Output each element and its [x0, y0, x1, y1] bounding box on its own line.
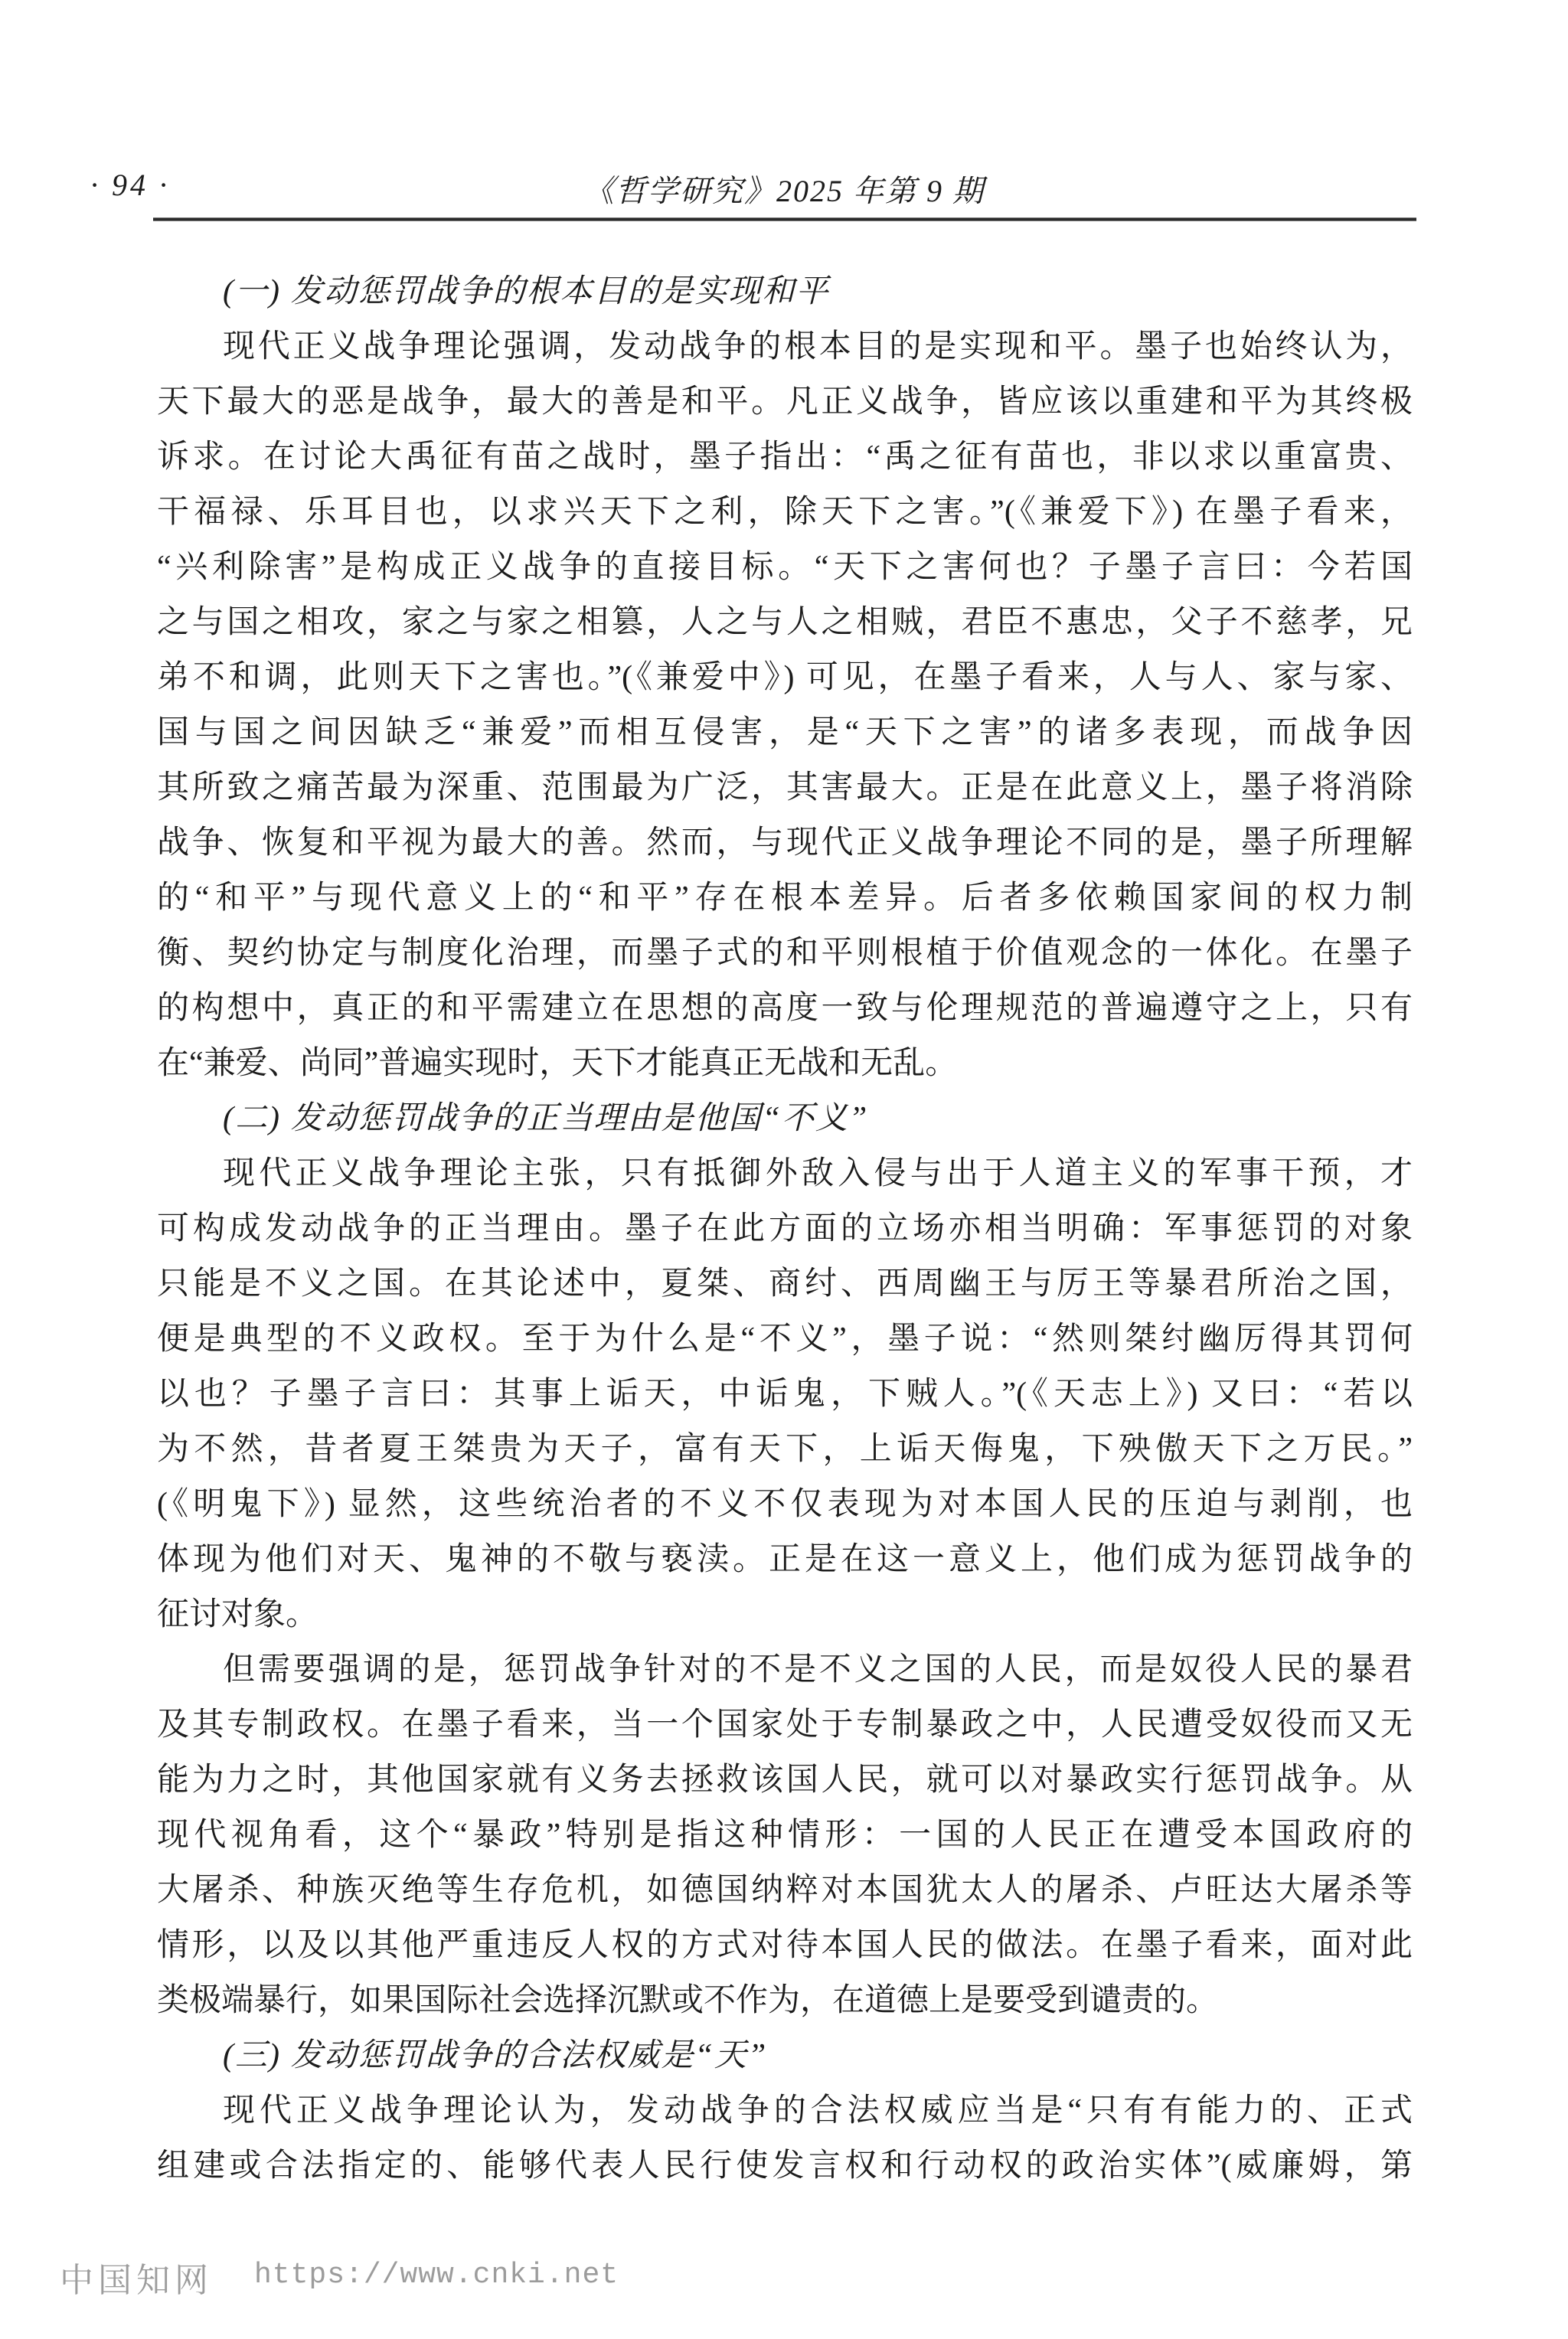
text-line: 其所致之痛苦最为深重、范围最为广泛，其害最大。正是在此意义上，墨子将消除 — [157, 770, 1413, 805]
cnki-brand: 中国知网 — [60, 2262, 213, 2299]
text-line: (《明鬼下》) 显然，这些统治者的不义不仅表现为对本国人民的压迫与剥削，也 — [157, 1487, 1413, 1522]
text-line: 便是典型的不义政权。至于为什么是“不义”，墨子说：“然则桀纣幽厉得其罚何 — [157, 1321, 1413, 1357]
text-line: 体现为他们对天、鬼神的不敬与亵渎。正是在这一意义上，他们成为惩罚战争的 — [157, 1542, 1413, 1577]
text-line: 及其专制政权。在墨子看来，当一个国家处于专制暴政之中，人民遭受奴役而又无 — [157, 1707, 1413, 1743]
text-line: 的构想中，真正的和平需建立在思想的高度一致与伦理规范的普遍遵守之上，只有 — [157, 991, 1413, 1026]
page-body — [157, 264, 1413, 2194]
journal-header: 《哲学研究》2025 年第 9 期 — [583, 174, 985, 208]
text-line: 在“兼爱、尚同”普遍实现时，天下才能真正无战和无乱。 — [157, 1046, 958, 1081]
text-line: 以也？子墨子言曰：其事上诟天，中诟鬼，下贼人。”(《天志上》) 又曰：“若以 — [157, 1377, 1413, 1412]
text-line: 现代视角看，这个“暴政”特别是指这种情形：一国的人民正在遭受本国政府的 — [157, 1818, 1413, 1853]
text-line: “兴利除害”是构成正义战争的直接目标。“天下之害何也？子墨子言曰：今若国 — [157, 550, 1413, 585]
section-heading: (三) 发动惩罚战争的合法权威是“天” — [223, 2038, 768, 2073]
text-line: 为不然，昔者夏王桀贵为天子，富有天下，上诟天侮鬼，下殃傲天下之万民。” — [157, 1432, 1413, 1467]
text-line: 可构成发动战争的正当理由。墨子在此方面的立场亦相当明确：军事惩罚的对象 — [157, 1211, 1413, 1246]
header-rule — [153, 217, 1416, 221]
text-line: 征讨对象。 — [157, 1597, 318, 1632]
text-line: 但需要强调的是，惩罚战争针对的不是不义之国的人民，而是奴役人民的暴君 — [223, 1652, 1413, 1687]
text-line: 的“和平”与现代意义上的“和平”存在根本差异。后者多依赖国家间的权力制 — [157, 880, 1413, 916]
text-line: 诉求。在讨论大禹征有苗之战时，墨子指出：“禹之征有苗也，非以求以重富贵、 — [157, 439, 1413, 475]
text-line: 干福禄、乐耳目也，以求兴天下之利，除天下之害。”(《兼爱下》) 在墨子看来， — [157, 495, 1413, 530]
text-line: 大屠杀、种族灭绝等生存危机，如德国纳粹对本国犹太人的屠杀、卢旺达大屠杀等 — [157, 1873, 1413, 1908]
text-line: 类极端暴行，如果国际社会选择沉默或不作为，在道德上是要受到谴责的。 — [157, 1983, 1219, 2018]
text-line: 能为力之时，其他国家就有义务去拯救该国人民，就可以对暴政实行惩罚战争。从 — [157, 1762, 1413, 1798]
text-line: 弟不和调，此则天下之害也。”(《兼爱中》) 可见，在墨子看来，人与人、家与家、 — [157, 660, 1413, 695]
cnki-url: https://www.cnki.net — [254, 2259, 619, 2292]
text-line: 情形，以及以其他严重违反人权的方式对待本国人民的做法。在墨子看来，面对此 — [157, 1928, 1413, 1963]
section-heading: (二) 发动惩罚战争的正当理由是他国“不义” — [223, 1101, 869, 1136]
text-line: 现代正义战争理论强调，发动战争的根本目的是实现和平。墨子也始终认为， — [223, 329, 1413, 364]
text-line: 之与国之相攻，家之与家之相篡，人之与人之相贼，君臣不惠忠，父子不慈孝，兄 — [157, 605, 1413, 640]
text-line: 衡、契约协定与制度化治理，而墨子式的和平则根植于价值观念的一体化。在墨子 — [157, 936, 1413, 971]
text-line: 只能是不义之国。在其论述中，夏桀、商纣、西周幽王与厉王等暴君所治之国， — [157, 1266, 1413, 1302]
text-line: 组建或合法指定的、能够代表人民行使发言权和行动权的政治实体”(威廉姆，第 — [157, 2148, 1413, 2184]
section-heading: (一) 发动惩罚战争的根本目的是实现和平 — [223, 274, 830, 309]
text-line: 战争、恢复和平视为最大的善。然而，与现代正义战争理论不同的是，墨子所理解 — [157, 825, 1413, 861]
text-line: 天下最大的恶是战争，最大的善是和平。凡正义战争，皆应该以重建和平为其终极 — [157, 384, 1413, 420]
text-line: 现代正义战争理论认为，发动战争的合法权威应当是“只有有能力的、正式 — [223, 2093, 1413, 2128]
page-number: · 94 · — [90, 168, 170, 202]
text-line: 国与国之间因缺乏“兼爱”而相互侵害，是“天下之害”的诸多表现，而战争因 — [157, 715, 1413, 750]
text-line: 现代正义战争理论主张，只有抵御外敌入侵与出于人道主义的军事干预，才 — [223, 1156, 1413, 1191]
